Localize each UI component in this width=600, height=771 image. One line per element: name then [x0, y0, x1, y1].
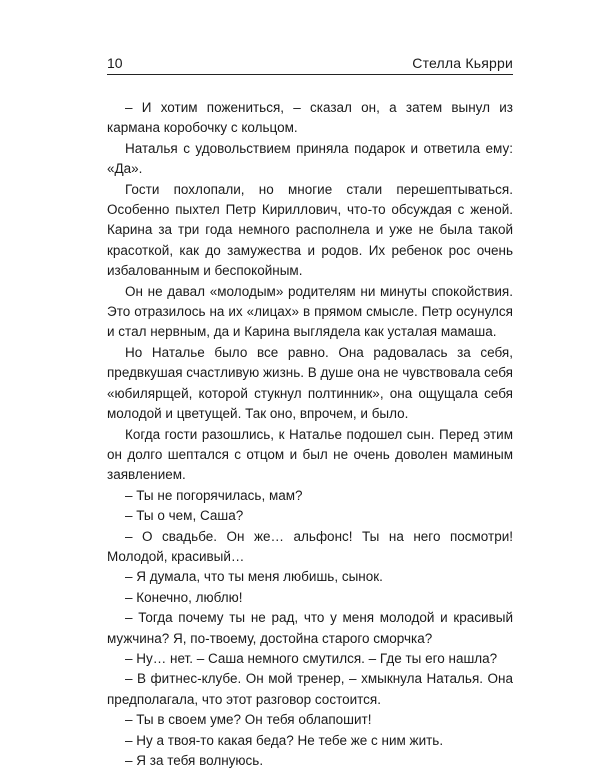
dialogue-line: – Я думала, что ты меня любишь, сынок.	[125, 569, 383, 585]
dialogue-line: – Ну а твоя-то какая беда? Не тебе же с ним жить.	[125, 732, 444, 748]
paragraph: Гости похлопали, но многие стали перешептываться. Особенно пыхтел Петр Кириллович, что-то обсуждая с женой. Карина за три года немного располнела и уже не была такой красоткой, как до замужества и родов. Их ребенок рос очень избалованным и беспокойным.	[107, 181, 513, 279]
paragraph: Но Наталье было все равно. Она радовалась за себя, предвкушая счастливую жизнь. В душе она не чувствовала себя «юбилярщей, которой стукнул полтинник», она ощущала себя молодой и цветущей. Так оно, впрочем, и было.	[107, 344, 513, 422]
dialogue-line: – Я за тебя волнуюсь.	[125, 753, 264, 768]
dialogue-line: – Ну… нет. – Саша немного смутился. – Где ты его нашла?	[125, 650, 498, 666]
dialogue-line: – Ты не погорячилась, мам?	[125, 487, 303, 503]
running-header-author: Стелла Кьярри	[412, 55, 513, 71]
paragraph: – И хотим пожениться, – сказал он, а затем вынул из кармана коробочку с кольцом.	[107, 100, 513, 136]
dialogue-line: – Ты в своем уме? Он тебя облапошит!	[125, 712, 372, 728]
dialogue-line: – В фитнес-клубе. Он мой тренер, – хмыкнула Наталья. Она предполагала, что этот разговор состоится.	[107, 671, 513, 707]
dialogue-line: – Конечно, люблю!	[125, 589, 243, 605]
dialogue-line: – Тогда почему ты не рад, что у меня молодой и красивый мужчина? Я, по-твоему, достойна старого сморчка?	[107, 610, 513, 646]
header-rule	[107, 74, 513, 75]
paragraph: Он не давал «молодым» родителям ни минуты спокойствия. Это отразилось на их «лицах» в прямом смысле. Петр осунулся и стал нервным, да и Карина выглядела как усталая мамаша.	[107, 283, 513, 340]
page-number: 10	[107, 55, 123, 71]
paragraph: Наталья с удовольствием приняла подарок и ответила ему: «Да».	[107, 140, 513, 177]
paragraph: Когда гости разошлись, к Наталье подошел сын. Перед этим он долго шептался с отцом и был не очень доволен маминым заявлением.	[107, 426, 513, 483]
page-body	[107, 98, 513, 771]
dialogue-line: – О свадьбе. Он же… альфонс! Ты на него посмотри! Молодой, красивый…	[107, 528, 513, 564]
dialogue-line: – Ты о чем, Саша?	[125, 508, 244, 524]
